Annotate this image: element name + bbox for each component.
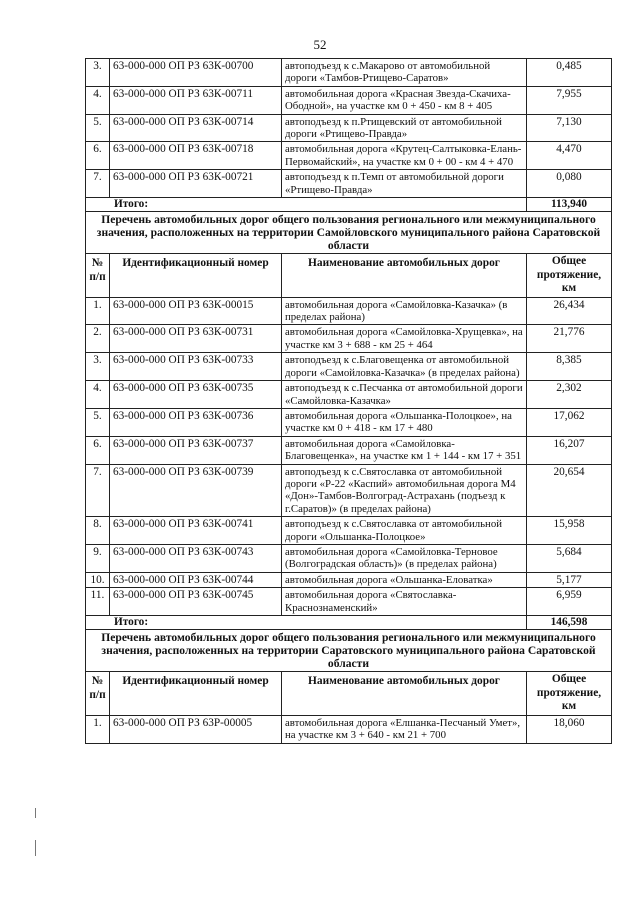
row-length: 7,130 [527, 114, 612, 142]
row-length: 5,684 [527, 544, 612, 572]
row-number: 1. [86, 297, 110, 325]
header-id: Идентификационный номер [110, 672, 282, 716]
row-identifier: 63-000-000 ОП РЗ 63К-00736 [110, 408, 282, 436]
row-length: 26,434 [527, 297, 612, 325]
row-number: 4. [86, 381, 110, 409]
row-number: 9. [86, 544, 110, 572]
margin-mark [35, 840, 36, 856]
table-row [86, 436, 612, 464]
row-road-name: автомобильная дорога «Елшанка-Песчаный Умет», на участке км 3 + 640 - км 21 + 700 [282, 715, 527, 743]
row-number: 10. [86, 572, 110, 588]
row-number: 5. [86, 114, 110, 142]
total-row [86, 616, 612, 630]
row-length: 20,654 [527, 464, 612, 517]
row-road-name: автомобильная дорога «Ольшанка-Еловатка» [282, 572, 527, 588]
table-row [86, 588, 612, 616]
row-number: 3. [86, 59, 110, 87]
header-row [86, 672, 612, 716]
total-value: 146,598 [527, 616, 612, 630]
table-row [86, 142, 612, 170]
row-number: 5. [86, 408, 110, 436]
row-road-name: автоподъезд к с.Песчанка от автомобильной дороги «Самойловка-Казачка» [282, 381, 527, 409]
table-row [86, 325, 612, 353]
row-road-name: автомобильная дорога «Самойловка-Хрущевка», на участке км 3 + 688 - км 25 + 464 [282, 325, 527, 353]
row-length: 16,207 [527, 436, 612, 464]
row-identifier: 63-000-000 ОП РЗ 63К-00733 [110, 353, 282, 381]
row-length: 15,958 [527, 517, 612, 545]
roads-table [85, 58, 612, 744]
row-road-name: автоподъезд к п.Ртищевский от автомобильной дороги «Ртищево-Правда» [282, 114, 527, 142]
header-length: Общее протяжение, км [527, 254, 612, 298]
row-identifier: 63-000-000 ОП РЗ 63К-00741 [110, 517, 282, 545]
table-row [86, 353, 612, 381]
row-road-name: автоподъезд к с.Благовещенка от автомобильной дороги «Самойловка-Казачка» (в пределах района) [282, 353, 527, 381]
header-name: Наименование автомобильных дорог [282, 254, 527, 298]
row-identifier: 63-000-000 ОП РЗ 63К-00744 [110, 572, 282, 588]
row-road-name: автомобильная дорога «Самойловка-Казачка» (в пределах района) [282, 297, 527, 325]
row-number: 4. [86, 86, 110, 114]
row-road-name: автоподъезд к с.Макарово от автомобильной дороги «Тамбов-Ртищево-Саратов» [282, 59, 527, 87]
row-identifier: 63-000-000 ОП РЗ 63К-00737 [110, 436, 282, 464]
table-row [86, 715, 612, 743]
header-num: № п/п [86, 254, 110, 298]
row-length: 6,959 [527, 588, 612, 616]
section-title: Перечень автомобильных дорог общего пользования регионального или межмуниципального значения, расположенных на территории Самойловского муниципального района Саратовской области [86, 211, 612, 254]
row-number: 2. [86, 325, 110, 353]
table-row [86, 572, 612, 588]
row-road-name: автомобильная дорога «Ольшанка-Полоцкое», на участке км 0 + 418 - км 17 + 480 [282, 408, 527, 436]
header-num: № п/п [86, 672, 110, 716]
section-title-row [86, 211, 612, 254]
row-number: 11. [86, 588, 110, 616]
table-row [86, 544, 612, 572]
row-number: 6. [86, 142, 110, 170]
row-number: 3. [86, 353, 110, 381]
row-length: 17,062 [527, 408, 612, 436]
row-identifier: 63-000-000 ОП РЗ 63К-00743 [110, 544, 282, 572]
row-road-name: автомобильная дорога «Самойловка-Терновое (Волгоградская область)» (в пределах района) [282, 544, 527, 572]
total-label: Итого: [86, 198, 527, 212]
row-identifier: 63-000-000 ОП РЗ 63К-00735 [110, 381, 282, 409]
row-length: 0,485 [527, 59, 612, 87]
row-length: 0,080 [527, 170, 612, 198]
table-row [86, 170, 612, 198]
row-identifier: 63-000-000 ОП РЗ 63Р-00005 [110, 715, 282, 743]
table-row [86, 114, 612, 142]
row-identifier: 63-000-000 ОП РЗ 63К-00721 [110, 170, 282, 198]
row-road-name: автоподъезд к с.Святославка от автомобильной дороги «Р-22 «Каспий» автомобильная дорога М4 «Дон»-Тамбов-Волгоград-Астрахань (подъезд к г.Саратов)» (в пределах района) [282, 464, 527, 517]
table-row [86, 86, 612, 114]
total-label: Итого: [86, 616, 527, 630]
total-value: 113,940 [527, 198, 612, 212]
table-row [86, 464, 612, 517]
header-id: Идентификационный номер [110, 254, 282, 298]
header-row [86, 254, 612, 298]
row-road-name: автомобильная дорога «Святославка-Краснознаменский» [282, 588, 527, 616]
row-length: 5,177 [527, 572, 612, 588]
row-road-name: автомобильная дорога «Крутец-Салтыковка-Елань-Первомайский», на участке км 0 + 00 - км 4 + 470 [282, 142, 527, 170]
section-title: Перечень автомобильных дорог общего пользования регионального или межмуниципального значения, расположенных на территории Саратовского муниципального района Саратовской области [86, 629, 612, 672]
table-row [86, 517, 612, 545]
table-row [86, 59, 612, 87]
row-road-name: автоподъезд к п.Темп от автомобильной дороги «Ртищево-Правда» [282, 170, 527, 198]
row-road-name: автомобильная дорога «Красная Звезда-Скачиха-Ободной», на участке км 0 + 450 - км 8 + 405 [282, 86, 527, 114]
section-title-row [86, 629, 612, 672]
page-number: 52 [313, 37, 327, 52]
row-identifier: 63-000-000 ОП РЗ 63К-00731 [110, 325, 282, 353]
row-identifier: 63-000-000 ОП РЗ 63К-00745 [110, 588, 282, 616]
row-length: 8,385 [527, 353, 612, 381]
row-length: 21,776 [527, 325, 612, 353]
row-identifier: 63-000-000 ОП РЗ 63К-00714 [110, 114, 282, 142]
row-length: 7,955 [527, 86, 612, 114]
row-number: 7. [86, 170, 110, 198]
row-identifier: 63-000-000 ОП РЗ 63К-00718 [110, 142, 282, 170]
row-identifier: 63-000-000 ОП РЗ 63К-00700 [110, 59, 282, 87]
table-row [86, 408, 612, 436]
roads-table-body [86, 59, 612, 744]
row-road-name: автомобильная дорога «Самойловка-Благовещенка», на участке км 1 + 144 - км 17 + 351 [282, 436, 527, 464]
table-row [86, 297, 612, 325]
row-identifier: 63-000-000 ОП РЗ 63К-00015 [110, 297, 282, 325]
header-name: Наименование автомобильных дорог [282, 672, 527, 716]
header-length: Общее протяжение, км [527, 672, 612, 716]
row-number: 6. [86, 436, 110, 464]
row-number: 8. [86, 517, 110, 545]
table-row [86, 381, 612, 409]
row-number: 7. [86, 464, 110, 517]
row-length: 18,060 [527, 715, 612, 743]
row-length: 2,302 [527, 381, 612, 409]
row-length: 4,470 [527, 142, 612, 170]
total-row [86, 198, 612, 212]
margin-mark [35, 808, 36, 818]
row-road-name: автоподъезд к с.Святославка от автомобильной дороги «Ольшанка-Полоцкое» [282, 517, 527, 545]
row-number: 1. [86, 715, 110, 743]
row-identifier: 63-000-000 ОП РЗ 63К-00739 [110, 464, 282, 517]
row-identifier: 63-000-000 ОП РЗ 63К-00711 [110, 86, 282, 114]
